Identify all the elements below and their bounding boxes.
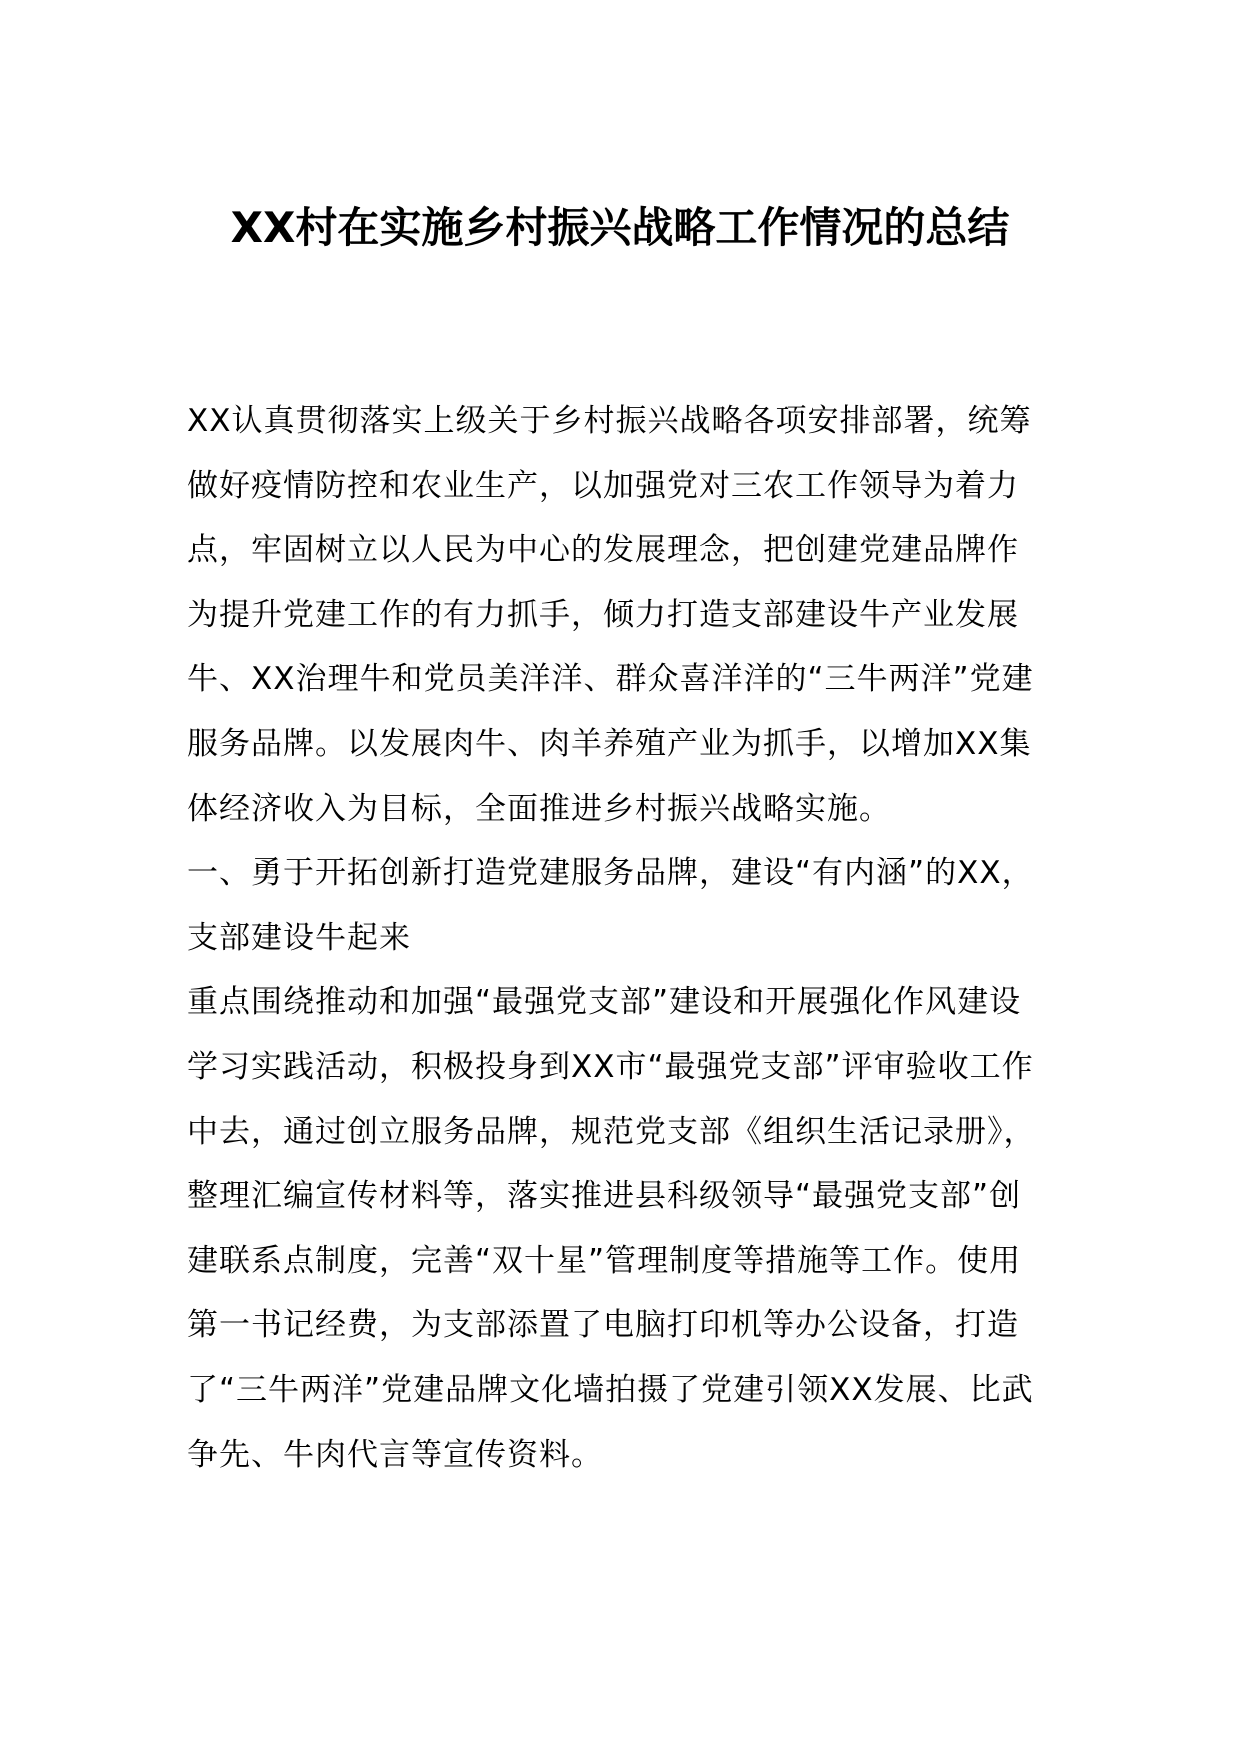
document-body (187, 389, 1047, 1487)
intro-paragraph: XX认真贯彻落实上级关于乡村振兴战略各项安排部署，统筹做好疫情防控和农业生产，以加强党对三农工作领导为着力点，牢固树立以人民为中心的发展理念，把创建党建品牌作为提升党建工作的有力抓手，倾力打造支部建设牛产业发展牛、XX治理牛和党员美洋洋、群众喜洋洋的“三牛两洋”党建服务品牌。以发展肉牛、肉羊养殖产业为抓手，以增加XX集体经济收入为目标，全面推进乡村振兴战略实施。 (187, 403, 1034, 827)
document-title: XX村在实施乡村振兴战略工作情况的总结 (230, 203, 1010, 252)
section-heading-1: 一、勇于开拓创新打造党建服务品牌，建设“有内涵”的XX，支部建设牛起来 (187, 855, 1034, 956)
section-1-paragraph: 重点围绕推动和加强“最强党支部”建设和开展强化作风建设学习实践活动，积极投身到XX市“最强党支部”评审验收工作中去，通过创立服务品牌，规范党支部《组织生活记录册》，整理汇编宣传材料等，落实推进县科级领导“最强党支部”创建联系点制度，完善“双十星”管理制度等措施等工作。使用第一书记经费，为支部添置了电脑打印机等办公设备，打造了“三牛两洋”党建品牌文化墙拍摄了党建引领XX发展、比武争先、牛肉代言等宣传资料。 (187, 984, 1036, 1473)
